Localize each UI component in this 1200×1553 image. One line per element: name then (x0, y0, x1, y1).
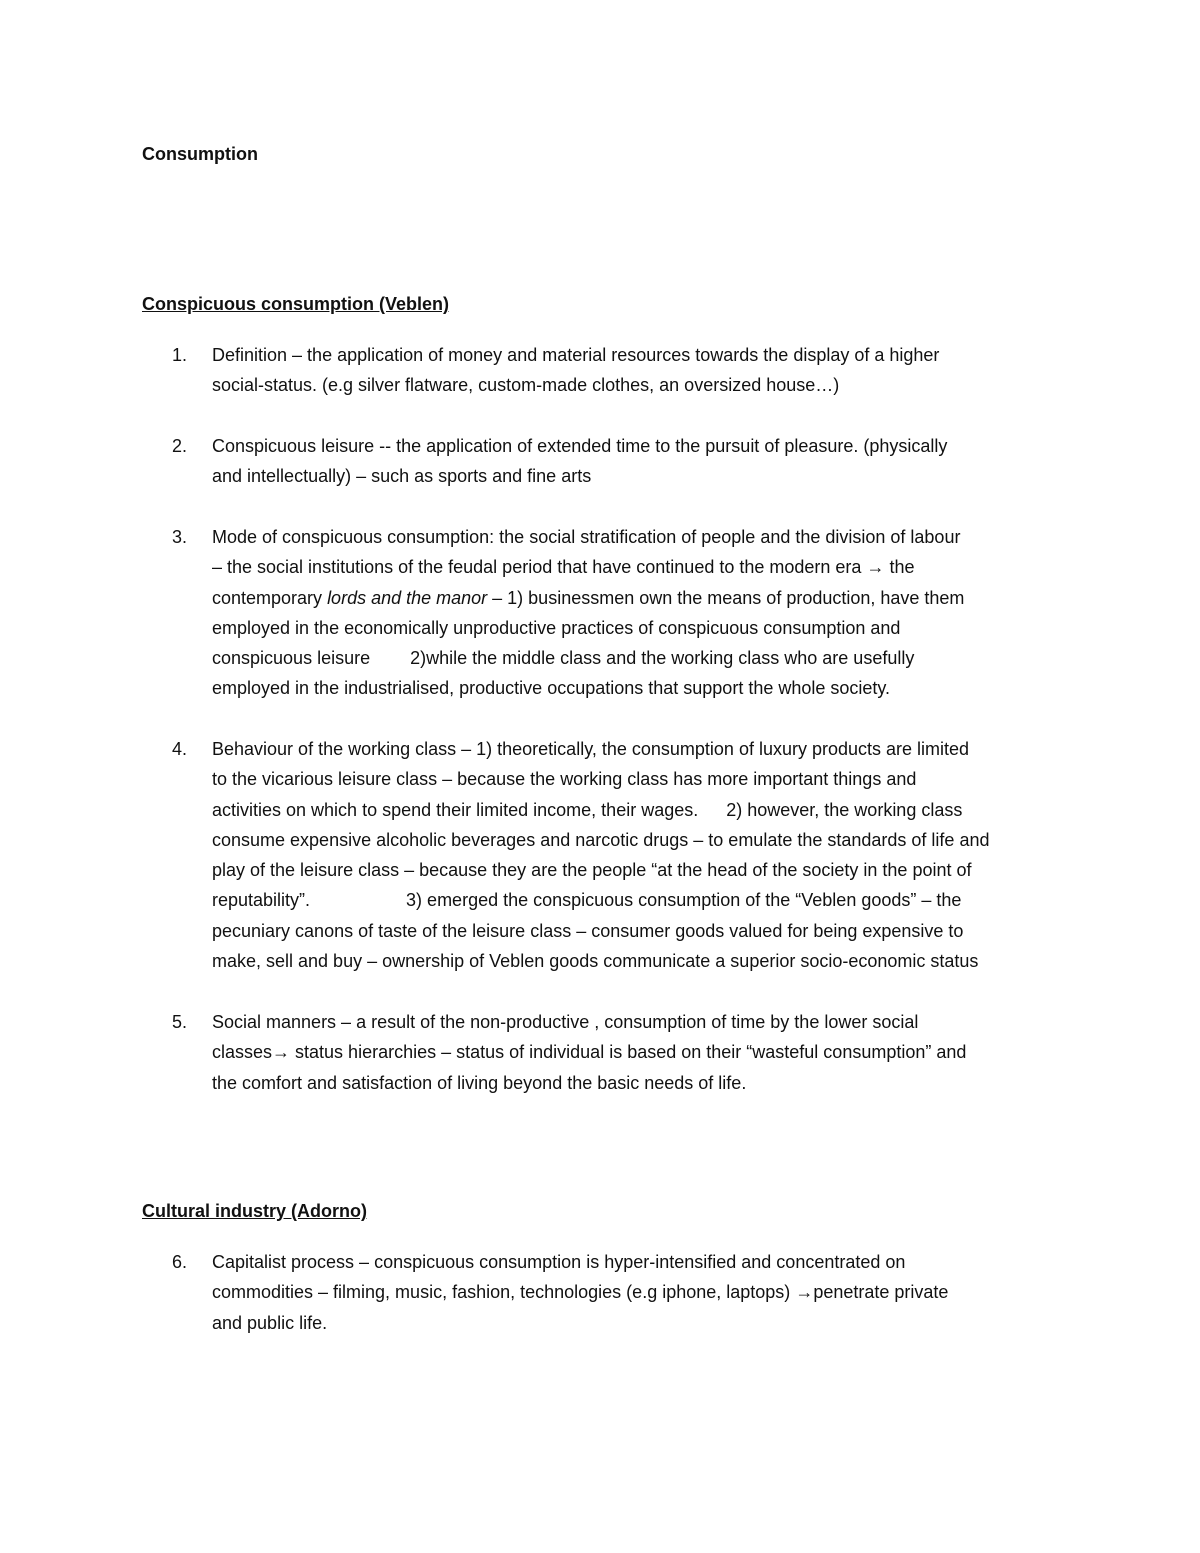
line-text: reputability”. (212, 890, 311, 911)
list-line (212, 1037, 1072, 1067)
list-number: 3. (172, 527, 188, 547)
italic-text: lords and the manor (327, 587, 488, 608)
line-text: conspicuous leisure (212, 648, 371, 669)
line-text: 3) emerged the conspicuous consumption of the “Veblen goods” – the (406, 890, 962, 911)
list-line: consume expensive alcoholic beverages and narcotic drugs – to emulate the standards of life and (212, 829, 990, 850)
line-text: commodities – filming, music, fashion, technologies (e.g iphone, laptops) (212, 1282, 791, 1303)
list-line: Capitalist process – conspicuous consumption is hyper-intensified and concentrated on (212, 1252, 906, 1272)
list-item-3 (172, 522, 1072, 704)
list-line: Behaviour of the working class – 1) theoretically, the consumption of luxury products are limited (212, 739, 970, 759)
list-line: Conspicuous leisure -- the application of extended time to the pursuit of pleasure. (physically (212, 436, 948, 456)
list-number: 2. (172, 436, 188, 456)
list-line: to the vicarious leisure class – because the working class has more important things and (212, 769, 917, 790)
section-heading-adorno: Cultural industry (Adorno) (142, 1201, 367, 1221)
line-text: classes (212, 1042, 273, 1063)
line-text: – 1) businessmen own the means of production, have them (487, 587, 965, 608)
list-line: make, sell and buy – ownership of Veblen goods communicate a superior socio-economic status (212, 951, 979, 972)
line-text: status hierarchies – status of individual is based on their “wasteful consumption” and (290, 1042, 967, 1063)
list-line: Mode of conspicuous consumption: the social stratification of people and the division of labour (212, 527, 961, 547)
line-text: contemporary (212, 587, 328, 608)
list-line (212, 885, 1072, 915)
line-text: penetrate private (813, 1282, 949, 1303)
right-arrow-icon: → (866, 557, 885, 578)
section-heading-veblen: Conspicuous consumption (Veblen) (142, 294, 450, 314)
list-number: 4. (172, 739, 188, 759)
list-line: and intellectually) – such as sports and fine arts (212, 466, 592, 487)
list-item-2 (172, 431, 1072, 492)
line-text: the (889, 557, 915, 578)
list-line: employed in the industrialised, productive occupations that support the whole society. (212, 678, 891, 699)
list-line: play of the leisure class – because they are the people “at the head of the society in the point of (212, 860, 972, 881)
list-line (212, 643, 1072, 673)
list-number: 5. (172, 1012, 188, 1032)
list-line (212, 583, 1072, 613)
list-line: the comfort and satisfaction of living beyond the basic needs of life. (212, 1072, 747, 1093)
list-line: and public life. (212, 1312, 328, 1333)
list-line: employed in the economically unproductive practices of conspicuous consumption and (212, 617, 901, 638)
list-number: 6. (172, 1252, 188, 1272)
list-item-4 (172, 734, 1072, 976)
list-item-1 (172, 340, 1072, 401)
list-item-5 (172, 1007, 1072, 1098)
list-line: social-status. (e.g silver flatware, custom-made clothes, an oversized house…) (212, 375, 840, 396)
right-arrow-icon: → (795, 1282, 814, 1303)
list-line (212, 552, 1072, 582)
list-line (212, 1277, 1072, 1307)
list-line (212, 795, 1072, 825)
page-title: Consumption (142, 144, 258, 164)
list-line: Social manners – a result of the non-productive , consumption of time by the lower social (212, 1012, 919, 1032)
line-text: 2)while the middle class and the working class who are usefully (410, 648, 915, 669)
line-text: 2) however, the working class (726, 799, 963, 820)
list-line: Definition – the application of money and material resources towards the display of a higher (212, 345, 940, 365)
list-number: 1. (172, 345, 188, 365)
list-line: pecuniary canons of taste of the leisure class – consumer goods valued for being expensive to (212, 920, 964, 941)
list-item-6 (172, 1247, 1072, 1338)
right-arrow-icon: → (272, 1042, 291, 1063)
line-text: – the social institutions of the feudal period that have continued to the modern era (212, 557, 862, 578)
line-text: activities on which to spend their limited income, their wages. (212, 799, 699, 820)
